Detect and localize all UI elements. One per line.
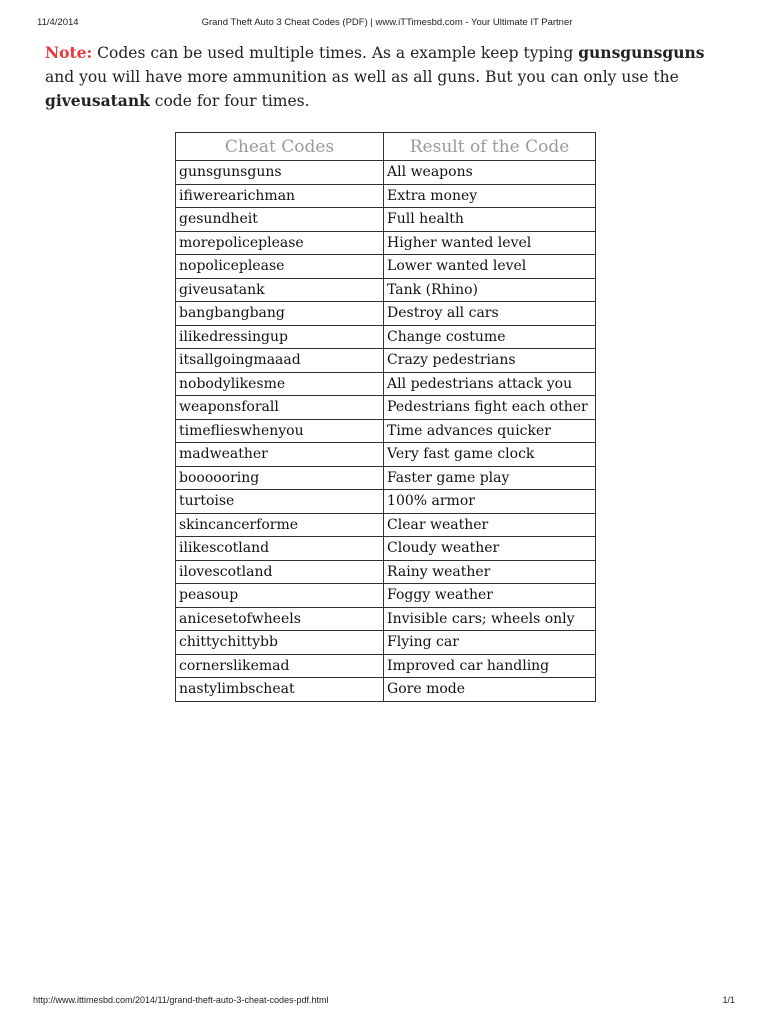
print-url: http://www.ittimesbd.com/2014/11/grand-theft-auto-3-cheat-codes-pdf.html: [33, 995, 329, 1005]
column-header-result: Result of the Code: [384, 133, 596, 161]
result-cell: Improved car handling: [384, 654, 596, 678]
table-row: [176, 513, 596, 537]
cheat-code-cell: nobodylikesme: [176, 372, 384, 396]
print-date: 11/4/2014: [37, 17, 79, 28]
result-cell: 100% armor: [384, 490, 596, 514]
table-row: [176, 349, 596, 373]
cheat-code-cell: skincancerforme: [176, 513, 384, 537]
result-cell: Gore mode: [384, 678, 596, 702]
result-cell: Crazy pedestrians: [384, 349, 596, 373]
table-row: [176, 278, 596, 302]
table-row: [176, 396, 596, 420]
table-row: [176, 161, 596, 185]
note-text: Codes can be used multiple times. As a example keep typing: [92, 44, 579, 62]
table-row: [176, 255, 596, 279]
result-cell: Very fast game clock: [384, 443, 596, 467]
cheat-code-cell: timeflieswhenyou: [176, 419, 384, 443]
cheat-code-cell: ifiwerearichman: [176, 184, 384, 208]
cheat-code-cell: weaponsforall: [176, 396, 384, 420]
table-row: [176, 560, 596, 584]
result-cell: Pedestrians fight each other: [384, 396, 596, 420]
cheat-codes-table: [175, 132, 596, 702]
result-cell: Time advances quicker: [384, 419, 596, 443]
result-cell: Cloudy weather: [384, 537, 596, 561]
cheat-code-cell: anicesetofwheels: [176, 607, 384, 631]
note-text: and you will have more ammunition as well as all guns. But you can only use the: [45, 67, 679, 86]
cheat-code-cell: nastylimbscheat: [176, 678, 384, 702]
result-cell: All pedestrians attack you: [384, 372, 596, 396]
cheat-code-cell: gunsgunsguns: [176, 161, 384, 185]
result-cell: Foggy weather: [384, 584, 596, 608]
cheat-code-cell: morepoliceplease: [176, 231, 384, 255]
result-cell: Tank (Rhino): [384, 278, 596, 302]
table-row: [176, 184, 596, 208]
cheat-code-cell: ilikedressingup: [176, 325, 384, 349]
table-row: [176, 607, 596, 631]
result-cell: Extra money: [384, 184, 596, 208]
cheat-code-cell: boooooring: [176, 466, 384, 490]
cheat-code-cell: ilikescotland: [176, 537, 384, 561]
table-row: [176, 372, 596, 396]
table-row: [176, 466, 596, 490]
column-header-cheat-codes: Cheat Codes: [176, 133, 384, 161]
print-header: [37, 17, 737, 31]
table-row: [176, 584, 596, 608]
table-row: [176, 443, 596, 467]
result-cell: Full health: [384, 208, 596, 232]
result-cell: Higher wanted level: [384, 231, 596, 255]
table-row: [176, 631, 596, 655]
note-text: code for four times.: [149, 92, 310, 110]
cheat-code-cell: turtoise: [176, 490, 384, 514]
table-body: [176, 161, 596, 702]
cheat-code-cell: madweather: [176, 443, 384, 467]
table-row: [176, 302, 596, 326]
result-cell: Destroy all cars: [384, 302, 596, 326]
result-cell: Faster game play: [384, 466, 596, 490]
note-code: giveusatank: [45, 91, 150, 110]
result-cell: Change costume: [384, 325, 596, 349]
cheat-code-cell: nopoliceplease: [176, 255, 384, 279]
cheat-code-cell: gesundheit: [176, 208, 384, 232]
page-number: 1/1: [722, 995, 735, 1005]
result-cell: All weapons: [384, 161, 596, 185]
cheat-code-cell: giveusatank: [176, 278, 384, 302]
cheat-code-cell: bangbangbang: [176, 302, 384, 326]
note-label: Note:: [45, 43, 93, 62]
cheat-code-cell: ilovescotland: [176, 560, 384, 584]
cheat-code-cell: cornerslikemad: [176, 654, 384, 678]
print-page-title: Grand Theft Auto 3 Cheat Codes (PDF) | www.iTTimesbd.com - Your Ultimate IT Partner: [201, 17, 573, 28]
table-row: [176, 208, 596, 232]
result-cell: Lower wanted level: [384, 255, 596, 279]
table-row: [176, 678, 596, 702]
table-row: [176, 490, 596, 514]
table-row: [176, 325, 596, 349]
table-row: [176, 654, 596, 678]
table-row: [176, 231, 596, 255]
print-footer: [33, 995, 735, 1009]
cheat-code-cell: chittychittybb: [176, 631, 384, 655]
note-code: gunsgunsguns: [578, 43, 705, 62]
result-cell: Rainy weather: [384, 560, 596, 584]
cheat-code-cell: itsallgoingmaaad: [176, 349, 384, 373]
table-row: [176, 419, 596, 443]
note-paragraph: [45, 41, 725, 114]
table-row: [176, 537, 596, 561]
result-cell: Flying car: [384, 631, 596, 655]
cheat-code-cell: peasoup: [176, 584, 384, 608]
result-cell: Invisible cars; wheels only: [384, 607, 596, 631]
result-cell: Clear weather: [384, 513, 596, 537]
table-header-row: [176, 133, 596, 161]
